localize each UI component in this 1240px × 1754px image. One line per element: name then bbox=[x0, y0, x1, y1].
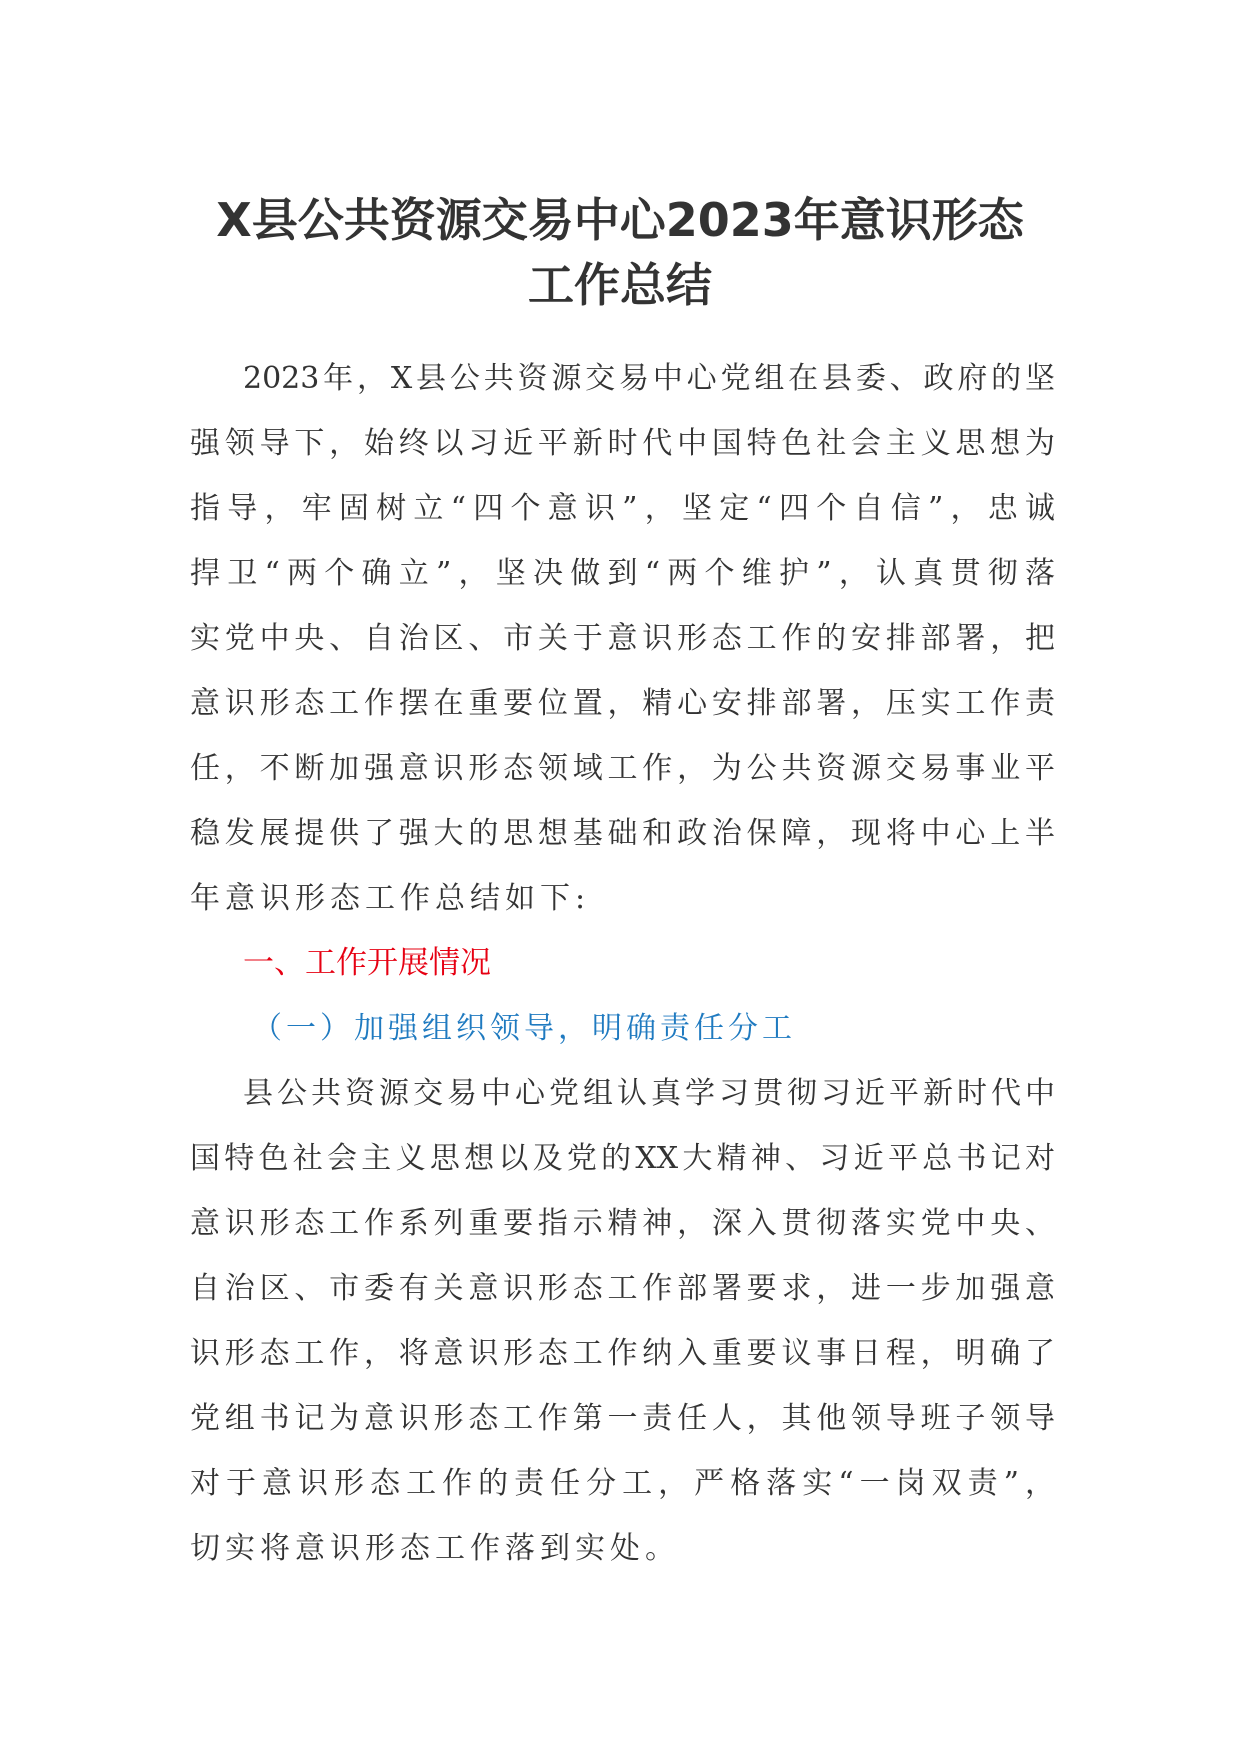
text-line: 捍卫“两个确立”，坚决做到“两个维护”，认真贯彻落 bbox=[190, 556, 1055, 591]
text-line: 实党中央、自治区、市关于意识形态工作的安排部署，把 bbox=[190, 621, 1055, 656]
document-title-line-1: X县公共资源交易中心2023年意识形态 bbox=[216, 193, 1024, 247]
text-line: 县公共资源交易中心党组认真学习贯彻习近平新时代中 bbox=[243, 1076, 1055, 1111]
text-line: 指导，牢固树立“四个意识”，坚定“四个自信”，忠诚 bbox=[190, 491, 1055, 526]
section-heading: 一、工作开展情况 bbox=[243, 945, 491, 981]
text-line: 识形态工作，将意识形态工作纳入重要议事日程，明确了 bbox=[190, 1336, 1055, 1371]
text-line: 强领导下，始终以习近平新时代中国特色社会主义思想为 bbox=[190, 426, 1055, 461]
text-line: 党组书记为意识形态工作第一责任人，其他领导班子领导 bbox=[190, 1401, 1055, 1436]
text-line: 稳发展提供了强大的思想基础和政治保障，现将中心上半 bbox=[190, 816, 1055, 851]
subsection-heading: （一）加强组织领导，明确责任分工 bbox=[252, 1011, 796, 1046]
text-line: 意识形态工作摆在重要位置，精心安排部署，压实工作责 bbox=[190, 686, 1055, 721]
text-line: 切实将意识形态工作落到实处。 bbox=[190, 1531, 680, 1566]
text-line: 自治区、市委有关意识形态工作部署要求，进一步加强意 bbox=[190, 1271, 1055, 1306]
document-title-line-2: 工作总结 bbox=[528, 258, 712, 312]
text-line: 2023年，X县公共资源交易中心党组在县委、政府的坚 bbox=[243, 361, 1055, 396]
text-line: 任，不断加强意识形态领域工作，为公共资源交易事业平 bbox=[190, 751, 1055, 786]
text-line: 国特色社会主义思想以及党的XX大精神、习近平总书记对 bbox=[190, 1141, 1055, 1176]
text-line: 对于意识形态工作的责任分工，严格落实“一岗双责”， bbox=[190, 1466, 1055, 1501]
text-line: 年意识形态工作总结如下: bbox=[190, 881, 591, 916]
text-line: 意识形态工作系列重要指示精神，深入贯彻落实党中央、 bbox=[190, 1206, 1055, 1241]
